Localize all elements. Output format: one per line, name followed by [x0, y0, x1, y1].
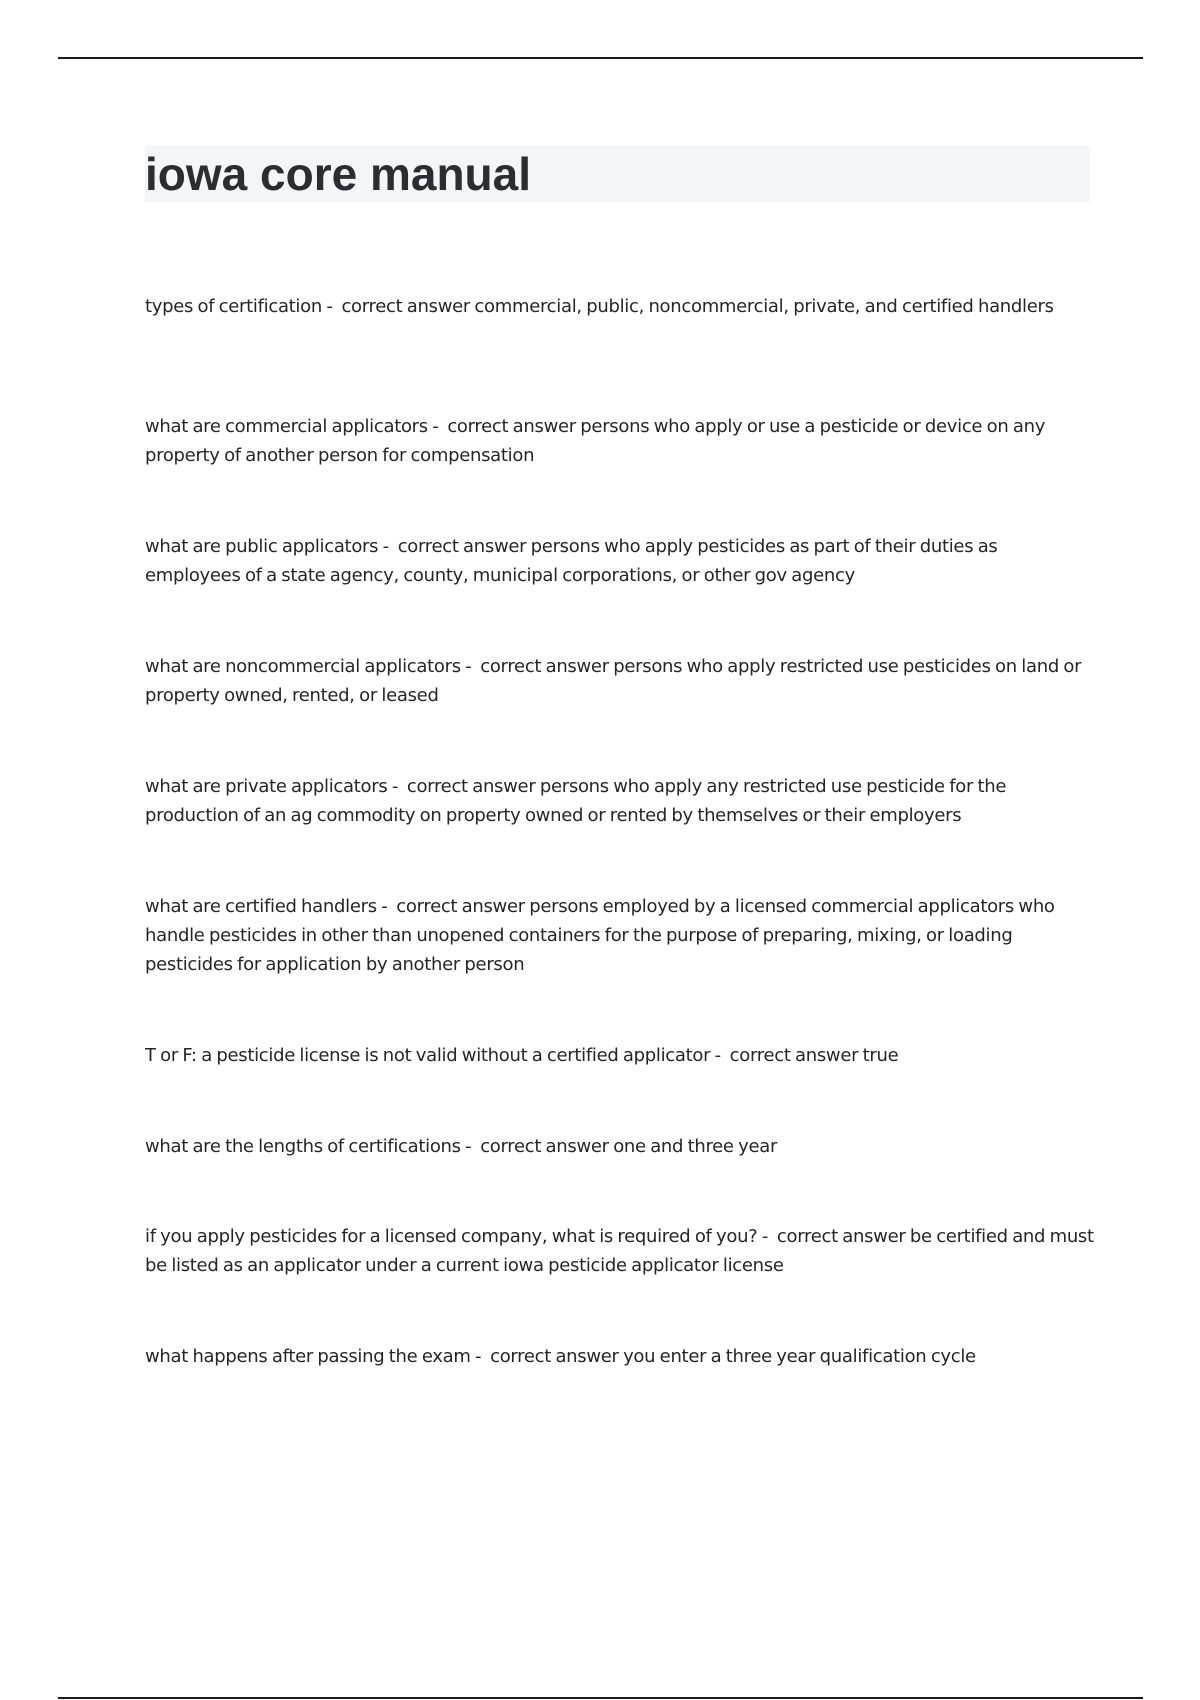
answer-text: persons who apply or use a pesticide or device on any property of another person for compensation [145, 416, 1046, 466]
question-text: if you apply pesticides for a licensed company, what is required of you? [145, 1226, 758, 1247]
answer-text: one and three year [613, 1136, 778, 1157]
qa-item [145, 412, 1095, 470]
qa-item [145, 652, 1095, 710]
qa-item [145, 292, 1054, 321]
answer-text: persons who apply restricted use pesticides on land or property owned, rented, or leased [145, 656, 1082, 706]
separator: - [387, 776, 407, 797]
answer-prefix: correct answer [447, 416, 576, 437]
qa-item [145, 1342, 976, 1371]
answer-prefix: correct answer [406, 776, 536, 797]
question-text: what are noncommercial applicators [145, 656, 461, 677]
question-text: what are private applicators [145, 776, 388, 797]
answer-prefix: correct answer [397, 536, 527, 557]
separator: - [378, 536, 398, 557]
separator: - [757, 1226, 777, 1247]
answer-text: persons who apply any restricted use pesticide for the production of an ag commodity on property owned or rented by themselves or their employers [145, 776, 1007, 826]
qa-item [145, 532, 1095, 590]
separator: - [427, 416, 448, 437]
separator: - [460, 656, 481, 677]
answer-prefix: correct answer [341, 296, 470, 317]
title-banner [145, 146, 1090, 202]
question-text: what are public applicators [145, 536, 379, 557]
qa-item [145, 1222, 1095, 1280]
header-rule [58, 57, 1143, 59]
answer-text: you enter a three year qualification cycle [623, 1346, 976, 1367]
question-text: types of certification [145, 296, 322, 317]
answer-prefix: correct answer [396, 896, 525, 917]
separator: - [321, 296, 342, 317]
qa-item [145, 1041, 898, 1070]
answer-prefix: correct answer [480, 656, 609, 677]
answer-text: true [862, 1045, 899, 1066]
qa-item [145, 772, 1095, 830]
question-text: what are the lengths of certifications [145, 1136, 461, 1157]
question-text: what are commercial applicators [145, 416, 428, 437]
answer-text: persons employed by a licensed commercial applicators who handle pesticides in other than unopened containers for the purpose of preparing, mixing, or loading pesticides for application by another person [145, 896, 1055, 975]
footer-rule [58, 1697, 1143, 1699]
separator: - [710, 1045, 730, 1066]
separator: - [376, 896, 397, 917]
qa-item [145, 892, 1095, 979]
page-title: iowa core manual [145, 148, 532, 200]
question-text: T or F: a pesticide license is not valid without a certified applicator [145, 1045, 711, 1066]
answer-prefix: correct answer [729, 1045, 859, 1066]
separator: - [460, 1136, 481, 1157]
answer-prefix: correct answer [480, 1136, 609, 1157]
qa-item [145, 1132, 777, 1161]
answer-prefix: correct answer [776, 1226, 906, 1247]
question-text: what are certified handlers [145, 896, 377, 917]
answer-text: be certified and must be listed as an applicator under a current iowa pesticide applicator license [145, 1226, 1094, 1276]
question-text: what happens after passing the exam [145, 1346, 471, 1367]
answer-text: persons who apply pesticides as part of their duties as employees of a state agency, county, municipal corporations, or other gov agency [145, 536, 998, 586]
answer-text: commercial, public, noncommercial, private, and certified handlers [474, 296, 1054, 317]
answer-prefix: correct answer [490, 1346, 619, 1367]
separator: - [470, 1346, 491, 1367]
